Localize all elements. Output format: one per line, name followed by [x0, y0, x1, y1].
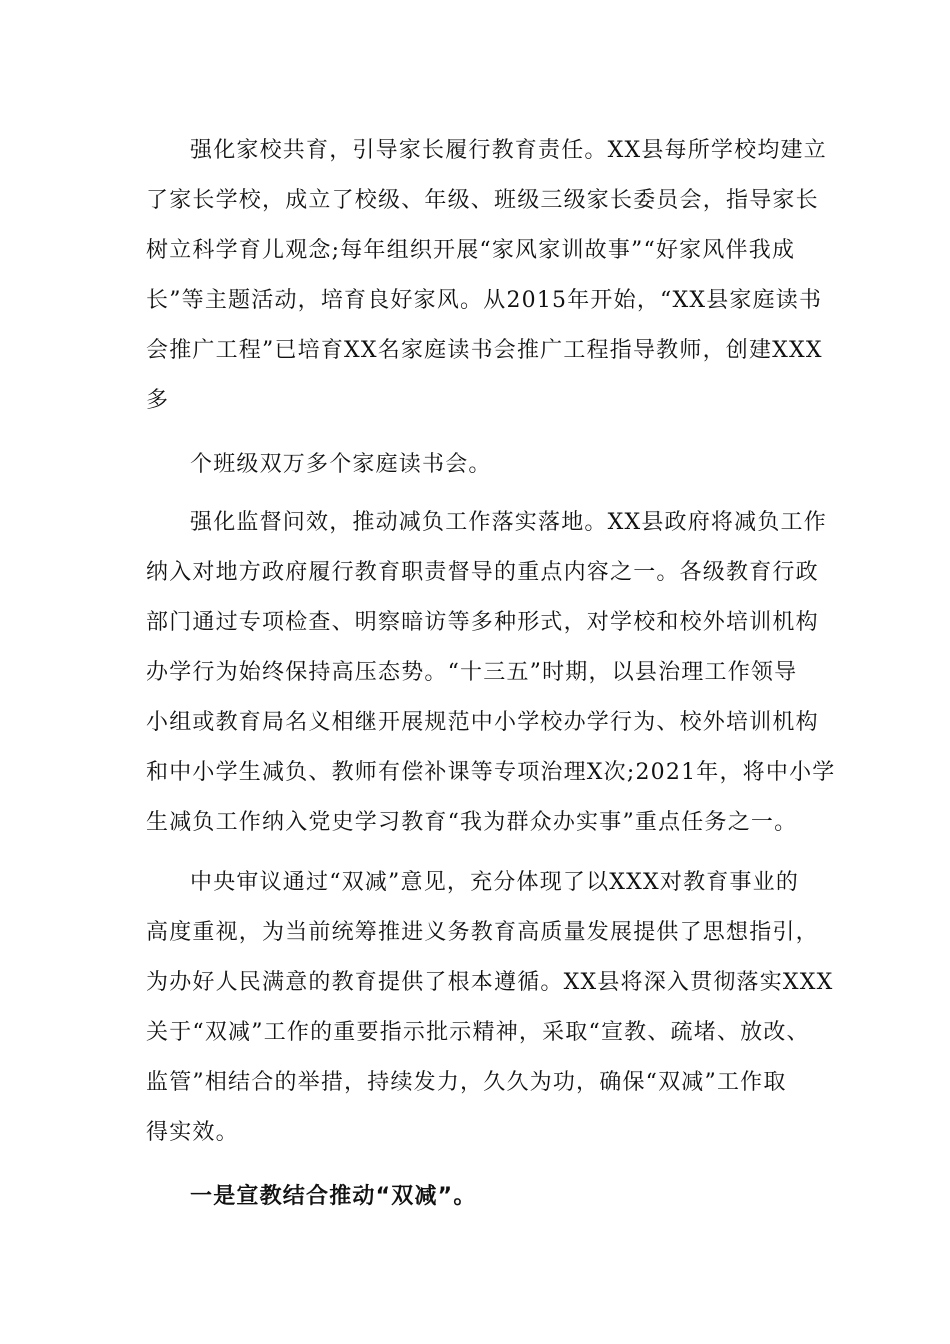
paragraph-line: 生减负工作纳入党史学习教育“我为群众办实事”重点任务之一。 — [146, 810, 798, 835]
paragraph-line: 关于“双减”工作的重要指示批示精神，采取“宣教、疏堵、放改、 — [146, 1020, 810, 1045]
paragraph-line: 和中小学生减负、教师有偿补课等专项治理X次;2021年，将中小学 — [146, 760, 836, 785]
paragraph-line: 长”等主题活动，培育良好家风。从2015年开始，“XX县家庭读书 — [146, 288, 823, 313]
paragraph-line: 小组或教育局名义相继开展规范中小学校办学行为、校外培训机构 — [146, 710, 819, 735]
paragraph-line: 中央审议通过“双减”意见，充分体现了以XXX对教育事业的 — [190, 870, 800, 895]
section-heading: 一是宣教结合推动“双减”。 — [190, 1184, 477, 1209]
paragraph-line: 强化监督问效，推动减负工作落实落地。XX县政府将减负工作 — [190, 510, 827, 535]
paragraph-line: 为办好人民满意的教育提供了根本遵循。XX县将深入贯彻落实XXX — [146, 970, 834, 995]
paragraph-line: 个班级双万多个家庭读书会。 — [190, 452, 492, 477]
paragraph-line: 会推广工程”已培育XX名家庭读书会推广工程指导教师，创建XXX — [146, 338, 823, 363]
paragraph-line: 高度重视，为当前统筹推进义务教育高质量发展提供了思想指引， — [146, 920, 819, 945]
paragraph-line: 多 — [146, 388, 170, 413]
paragraph-line: 办学行为始终保持高压态势。“十三五”时期，以县治理工作领导 — [146, 660, 798, 685]
paragraph-line: 监管”相结合的举措，持续发力，久久为功，确保“双减”工作取 — [146, 1070, 787, 1095]
paragraph-line: 得实效。 — [146, 1120, 239, 1145]
paragraph-line: 树立科学育儿观念;每年组织开展“家风家训故事”“好家风伴我成 — [146, 238, 796, 263]
paragraph-line: 强化家校共育，引导家长履行教育责任。XX县每所学校均建立 — [190, 138, 827, 163]
paragraph-line: 纳入对地方政府履行教育职责督导的重点内容之一。各级教育行政 — [146, 560, 819, 585]
paragraph-line: 了家长学校，成立了校级、年级、班级三级家长委员会，指导家长 — [146, 188, 819, 213]
paragraph-line: 部门通过专项检查、明察暗访等多种形式，对学校和校外培训机构 — [146, 610, 819, 635]
